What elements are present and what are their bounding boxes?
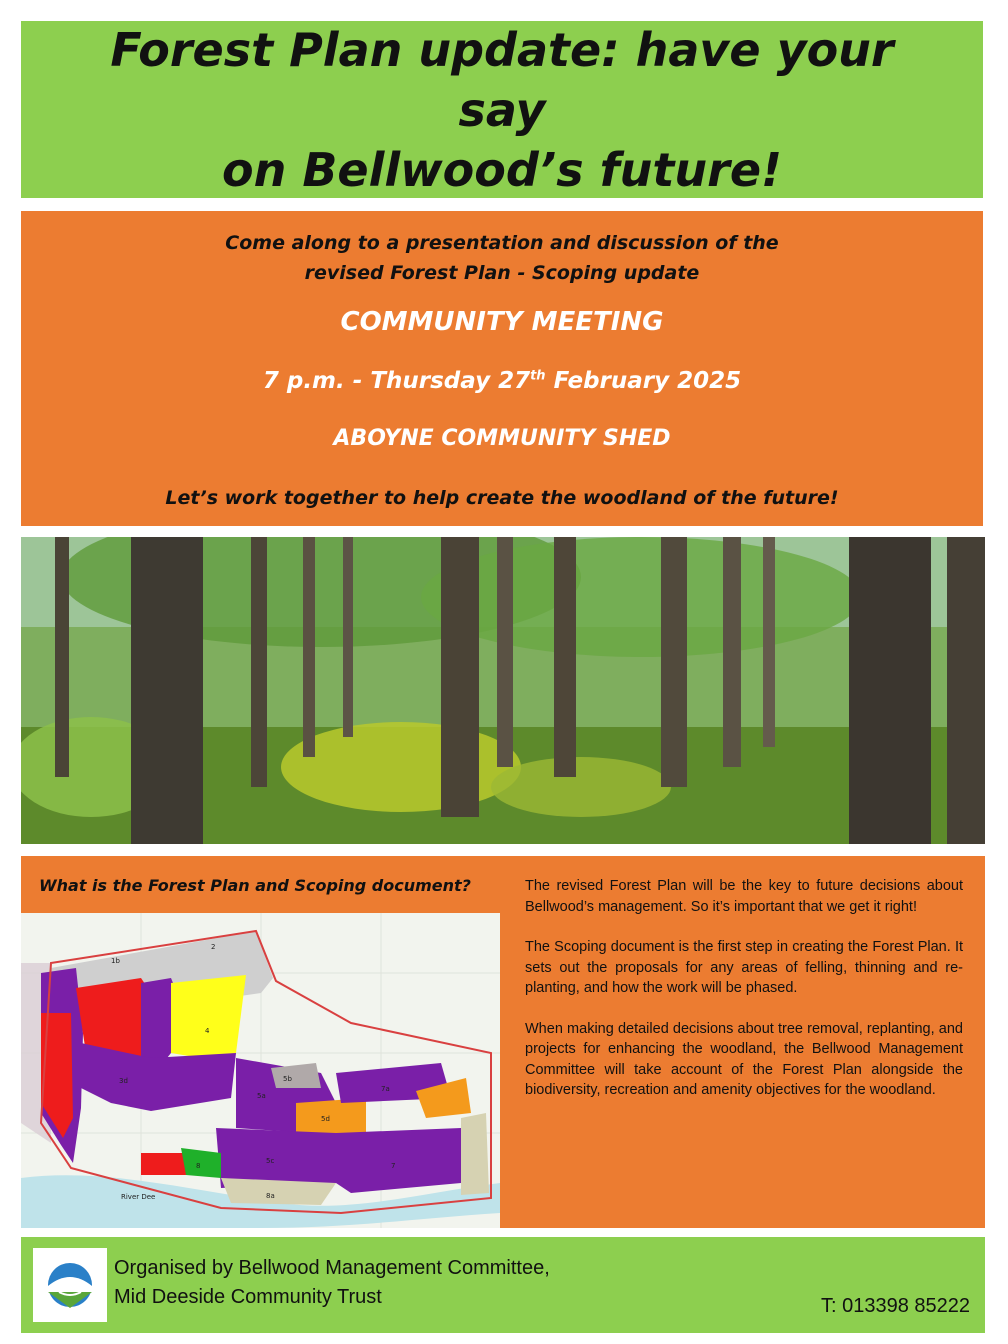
yellow-flowers [281,722,521,812]
phone-number: T: 013398 85222 [820,1295,970,1317]
map-label-1b: 1b [111,957,120,965]
info-paragraph-2: The Scoping document is the first step in creating the Forest Plan. It sets out the proposals for any areas of felling, thinning and re-planting, and how the work will be phased. [525,939,963,996]
compartment-purple [336,1128,461,1193]
info-question: What is the Forest Plan and Scoping document? [39,876,471,895]
event-panel [21,211,983,526]
river-label: River Dee [121,1193,156,1201]
datetime-suffix: th [530,368,546,384]
compartment-green [181,1148,221,1178]
canopy-foliage [421,537,861,657]
organiser-line-2: Mid Deeside Community Trust [114,1286,382,1308]
meeting-venue [21,426,983,451]
tree-trunk [763,537,775,747]
map-label-3d: 3d [119,1077,128,1085]
forest-photo [21,537,985,844]
organiser-line-1: Organised by Bellwood Management Committee, [114,1257,550,1279]
title-line-2: on Bellwood’s future! [221,142,783,197]
tree-trunk [343,537,353,737]
page-title [72,20,932,200]
map-label-8a: 8a [266,1192,275,1200]
map-label-5a: 5a [257,1092,266,1100]
map-label-5c: 5c [266,1157,275,1165]
tree-trunk [554,537,576,777]
tree-trunk [947,537,985,844]
map-label-5d: 5d [321,1115,330,1123]
datetime-rest: February 2025 [545,368,742,394]
event-tagline: Let’s work together to help create the woodland of the future! [165,487,839,509]
compartment-yellow [171,975,246,1058]
info-paragraph-3: When making detailed decisions about tree removal, replanting, and projects for enhancing the woodland, the Bellwood Management Committee will take account of the Forest Plan alongside the biodiversity, recreation and amenity objectives for the woodland. [525,1020,963,1098]
intro-line-2: revised Forest Plan - Scoping update [304,262,700,284]
organiser-text [114,1254,550,1312]
yellow-flowers [491,757,671,817]
trust-logo [33,1248,107,1322]
tree-trunk [131,537,203,844]
title-line-1: Forest Plan update: have your say [110,22,894,137]
tree-trunk [661,537,687,787]
tree-trunk [251,537,267,787]
map-label-7a: 7a [381,1085,390,1093]
intro-line-1: Come along to a presentation and discussion of the [225,232,779,254]
tree-trunk [849,537,931,844]
map-label-4: 4 [205,1027,210,1035]
tree-trunk [723,537,741,767]
venue-text: ABOYNE COMMUNITY SHED [333,426,671,451]
map-label-7: 7 [391,1162,396,1170]
header-banner [21,21,983,198]
forest-plan-map [21,913,500,1228]
map-label-8: 8 [196,1162,201,1170]
tree-trunk [55,537,69,777]
tree-trunk [303,537,315,757]
footer-banner [21,1237,985,1333]
info-body [525,876,963,1121]
info-paragraph-1: The revised Forest Plan will be the key to future decisions about Bellwood’s management. So it’s important that we get it right! [525,878,963,915]
meeting-heading: COMMUNITY MEETING [340,307,664,337]
compartment-hatched [461,1113,489,1195]
info-panel [21,856,985,1228]
event-intro [21,228,983,288]
map-label-5b: 5b [283,1075,292,1083]
map-label-2: 2 [211,943,216,951]
meeting-datetime [21,368,983,394]
tree-trunk [441,537,479,817]
tree-trunk [497,537,513,767]
datetime-main: 7 p.m. - Thursday 27 [262,368,531,394]
